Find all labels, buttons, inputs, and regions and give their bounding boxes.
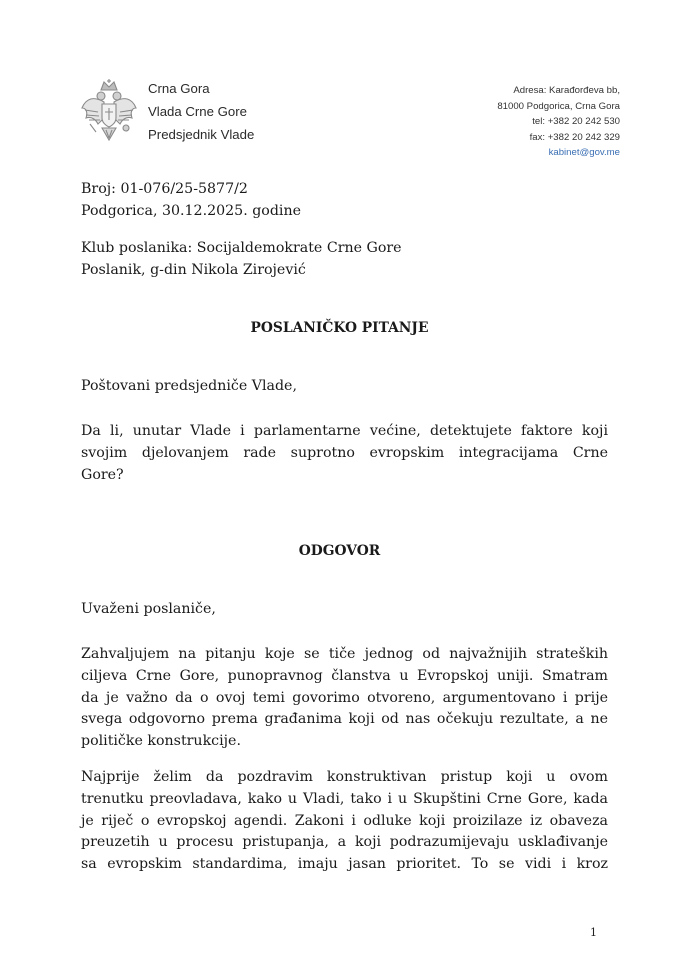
org-line-prime-minister: Predsjednik Vlade bbox=[148, 127, 255, 142]
paragraph-line: Najprije želim da pozdravim konstruktivan pristup koji u ovom bbox=[81, 769, 608, 785]
paragraph-line: preuzetih u procesu pristupanja, a koji podrazumijevaju usklađivanje bbox=[81, 834, 608, 851]
member-of-parliament: Poslanik, g-din Nikola Zirojević bbox=[81, 262, 306, 278]
document-number: Broj: 01-076/25-5877/2 bbox=[81, 181, 248, 197]
contact-email-link[interactable]: kabinet@gov.me bbox=[548, 147, 620, 158]
answer-salutation: Uvaženi poslaniče, bbox=[81, 601, 216, 617]
parliamentary-club: Klub poslanika: Socijaldemokrate Crne Gore bbox=[81, 240, 402, 256]
answer-paragraph-1 bbox=[81, 644, 608, 753]
question-heading: POSLANIČKO PITANJE bbox=[250, 320, 429, 336]
answer-heading: ODGOVOR bbox=[298, 543, 381, 559]
place-date: Podgorica, 30.12.2025. godine bbox=[81, 203, 301, 219]
contact-fax: fax: +382 20 242 329 bbox=[529, 131, 620, 143]
answer-paragraph-2 bbox=[81, 767, 608, 876]
organization-block bbox=[148, 77, 254, 146]
contact-block bbox=[497, 83, 620, 161]
paragraph-line: je riječ o evropskoj agendi. Zakoni i odluke koji proizilaze iz obaveza bbox=[81, 812, 608, 829]
paragraph-line: sa evropskim standardima, imaju jasan prioritet. To se vidi i kroz bbox=[81, 856, 608, 873]
paragraph-line: da je važno da o ovoj temi govorimo otvoreno, argumentovano i prije bbox=[81, 689, 608, 706]
paragraph-line: političke konstrukcije. bbox=[81, 733, 241, 750]
contact-city: 81000 Podgorica, Crna Gora bbox=[497, 100, 620, 112]
montenegro-coat-of-arms-icon bbox=[80, 78, 138, 144]
contact-phone: tel: +382 20 242 530 bbox=[532, 116, 620, 127]
contact-address: Adresa: Karađorđeva bb, bbox=[513, 85, 620, 96]
paragraph-line: Zahvaljujem na pitanju koje se tiče jednog od najvažnijih strateških bbox=[81, 646, 608, 662]
question-line: Da li, unutar Vlade i parlamentarne većine, detektujete faktore koji bbox=[81, 423, 608, 439]
page-number: 1 bbox=[590, 926, 597, 939]
paragraph-line: ciljeva Crne Gore, punopravnog članstva u Evropskoj uniji. Smatram bbox=[81, 667, 608, 684]
question-line: svojim djelovanjem rade suprotno evropskim integracijama Crne bbox=[81, 444, 608, 461]
question-line: Gore? bbox=[81, 466, 124, 483]
question-salutation: Poštovani predsjedniče Vlade, bbox=[81, 378, 297, 394]
org-line-country: Crna Gora bbox=[148, 81, 210, 96]
question-text bbox=[81, 421, 608, 486]
org-line-government: Vlada Crne Gore bbox=[148, 104, 247, 119]
paragraph-line: trenutku preovladava, kako u Vladi, tako i u Skupštini Crne Gore, kada bbox=[81, 790, 608, 807]
paragraph-line: svega odgovorno prema građanima koji od nas očekuju rezultate, a ne bbox=[81, 711, 608, 728]
